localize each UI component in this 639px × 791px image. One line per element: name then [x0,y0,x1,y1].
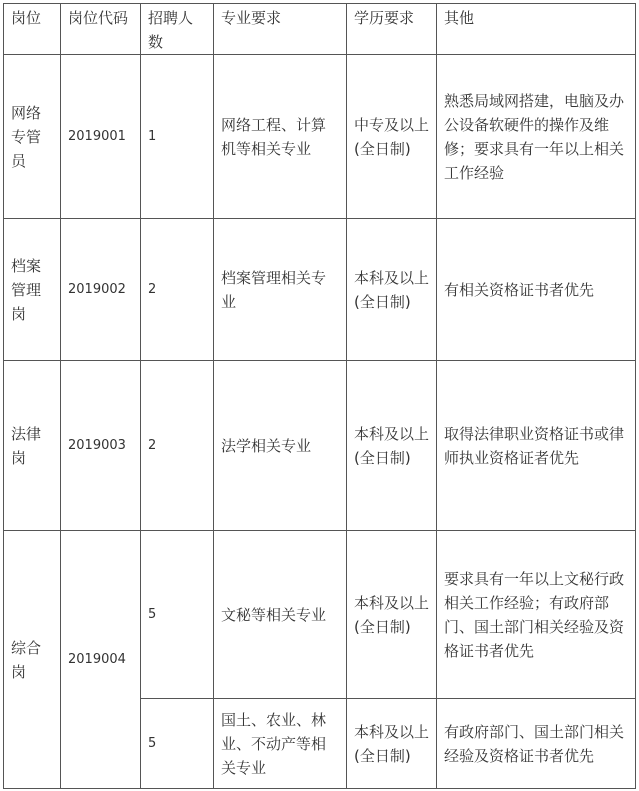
cell-education: 本科及以上(全日制) [347,531,437,699]
table-header-row [4,4,636,55]
cell-other: 有政府部门、国土部门相关经验及资格证书者优先 [437,699,636,789]
cell-major: 法学相关专业 [214,361,347,531]
cell-code: 2019004 [61,531,141,789]
cell-major: 网络工程、计算机等相关专业 [214,55,347,219]
cell-education: 本科及以上(全日制) [347,361,437,531]
table-row [4,361,636,531]
cell-code: 2019003 [61,361,141,531]
cell-education: 中专及以上(全日制) [347,55,437,219]
cell-major: 国土、农业、林业、不动产等相关专业 [214,699,347,789]
cell-other: 要求具有一年以上文秘行政相关工作经验；有政府部门、国土部门相关经验及资格证书者优先 [437,531,636,699]
header-major: 专业要求 [214,4,347,55]
cell-other: 取得法律职业资格证书或律师执业资格证者优先 [437,361,636,531]
recruitment-table [3,3,636,789]
cell-count: 2 [141,219,214,361]
cell-major: 文秘等相关专业 [214,531,347,699]
cell-count: 5 [141,531,214,699]
cell-post: 网络专管员 [4,55,61,219]
cell-post: 综合岗 [4,531,61,789]
table-row [4,55,636,219]
cell-other: 有相关资格证书者优先 [437,219,636,361]
cell-count: 5 [141,699,214,789]
table-row [4,531,636,699]
header-other: 其他 [437,4,636,55]
header-code: 岗位代码 [61,4,141,55]
table-row [4,219,636,361]
cell-education: 本科及以上(全日制) [347,219,437,361]
cell-count: 2 [141,361,214,531]
header-education: 学历要求 [347,4,437,55]
cell-education: 本科及以上(全日制) [347,699,437,789]
cell-post: 档案管理岗 [4,219,61,361]
cell-post: 法律岗 [4,361,61,531]
header-post: 岗位 [4,4,61,55]
cell-code: 2019001 [61,55,141,219]
cell-count: 1 [141,55,214,219]
cell-other: 熟悉局域网搭建，电脑及办公设备软硬件的操作及维修；要求具有一年以上相关工作经验 [437,55,636,219]
cell-code: 2019002 [61,219,141,361]
cell-major: 档案管理相关专业 [214,219,347,361]
header-count: 招聘人数 [141,4,214,55]
